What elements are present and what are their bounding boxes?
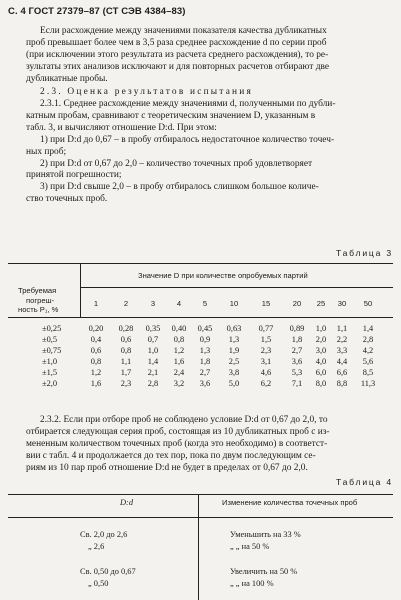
table3-group-rule (80, 287, 393, 288)
table3-cell: 0,40 (171, 324, 187, 333)
table3-cell: 3,3 (336, 345, 348, 355)
text-line: (при исключении этого результата из расчета среднего расхождения), то ре- (26, 49, 329, 60)
text-line: Если расхождение между значениями показателя качества дубликатных (40, 26, 327, 36)
table3-stub-divider (80, 263, 81, 317)
table3-cell: 1,1 (336, 324, 348, 333)
table3-cell: 7,1 (291, 378, 303, 388)
table3-cell: 8,8 (336, 378, 348, 388)
table3-cell: 3,2 (173, 378, 185, 388)
paragraph-2-3-2 (26, 415, 393, 475)
table3-stub-cell: ±1,0 (42, 356, 58, 366)
table3-cell: 4,0 (315, 356, 327, 366)
table3-cell: 0,77 (258, 324, 274, 333)
paragraph-2-3-1 (26, 99, 393, 206)
list-item-1-cont: ных проб; (26, 146, 67, 157)
table3-cell: 1,6 (90, 378, 102, 388)
list-item-3: 3) при D:d свыше 2,0 – в пробу отбиралось слишком большое количе- (40, 182, 319, 193)
table3-cell: 6,2 (260, 378, 272, 388)
table4-cell-b: Уменьшить на 33 % (230, 530, 301, 539)
page-header: С. 4 ГОСТ 27379–87 (СТ СЭВ 4384–83) (8, 6, 186, 17)
table3-column-header: 25 (316, 299, 326, 308)
table3-cell: 2,7 (199, 367, 211, 377)
table3-cell: 8,5 (362, 367, 374, 377)
table3-cell: 1,0 (315, 324, 327, 333)
table3-cell: 3,6 (199, 378, 211, 388)
table3-cell: 0,8 (120, 345, 132, 355)
table3-cell: 3,0 (315, 345, 327, 355)
text-line: мененным количеством точечных проб (когда это необходимо) в соответст- (26, 438, 328, 449)
table3-cell: 2,2 (336, 334, 348, 344)
table3-cell: 1,7 (120, 367, 132, 377)
table3-cell: 1,2 (90, 367, 102, 377)
list-item-1: 1) при D:d до 0,67 – в пробу отбиралось недостаточное количество точеч- (40, 134, 335, 145)
table3-cell: 1,0 (147, 345, 159, 355)
table3-cell: 0,6 (90, 345, 102, 355)
text-line: зультаты этих анализов исключают и для повторных расчетов отбирают две (26, 61, 329, 72)
table4-cell-a: „ 2,6 (88, 542, 105, 551)
table3-column-header: 30 (337, 299, 347, 308)
table3-stub-header (18, 286, 58, 315)
table3-column-header: 5 (202, 299, 208, 308)
table3-cell: 1,3 (228, 334, 240, 344)
stub-header-line: ность P₁, % (18, 305, 59, 314)
table3-stub-cell: ±0,5 (42, 334, 58, 344)
table3-cell: 0,8 (90, 356, 102, 366)
table3-cell: 4,4 (336, 356, 348, 366)
text-line: катным пробам, сравнивают с теоретическим значением D, указанным в (26, 110, 316, 121)
stub-header-line: Требуемая (18, 286, 57, 295)
table4-col1-header: D:d (120, 498, 134, 507)
table3-cell: 0,45 (197, 324, 213, 333)
table4-header-rule (8, 517, 393, 518)
table3-cell: 6,6 (336, 367, 348, 377)
table3-column-header: 15 (261, 299, 271, 308)
table3-cell: 1,8 (199, 356, 211, 366)
table3-cell: 1,1 (120, 356, 132, 366)
table3-cell: 1,4 (147, 356, 159, 366)
section-title: 2.3. Оценка результатов испытания (40, 87, 254, 97)
table3-column-header: 1 (93, 299, 99, 308)
table4-caption: Таблица 4 (335, 477, 393, 487)
table3-cell: 0,89 (289, 324, 305, 333)
table3-stub-cell: ±1,5 (42, 367, 58, 377)
table3-cell: 0,20 (88, 324, 104, 333)
table3-cell: 6,0 (315, 367, 327, 377)
table3-cell: 0,6 (120, 334, 132, 344)
text-line: 2.3.1. Среднее расхождение между значениями d, полученными по дубли- (40, 99, 336, 109)
table3-cell: 0,63 (226, 324, 242, 333)
table3-cell: 11,3 (360, 378, 376, 388)
table3-cell: 2,3 (120, 378, 132, 388)
table3-cell: 0,4 (90, 334, 102, 344)
table4-cell-b: „ „ на 100 % (230, 579, 274, 588)
table3-column-header: 2 (123, 299, 129, 308)
table4-col-divider (198, 494, 199, 600)
table4-cell-a: Св. 0,50 до 0,67 (80, 567, 136, 576)
table3-cell: 1,4 (362, 324, 374, 333)
table3-cell: 2,5 (228, 356, 240, 366)
list-item-3-cont: ство точечных проб. (26, 194, 108, 205)
table4-cell-a: „ 0,50 (88, 579, 109, 588)
intro-paragraph (26, 26, 393, 86)
table3-header-rule (8, 317, 393, 318)
table4-cell-a: Св. 2,0 до 2,6 (80, 530, 128, 539)
table3-column-header: 50 (363, 299, 373, 308)
table3-cell: 3,1 (260, 356, 272, 366)
table3-cell: 2,1 (147, 367, 159, 377)
list-item-2: 2) при D:d от 0,67 до 2,0 – количество точечных проб удовлетворяет (40, 158, 313, 169)
text-line: табл. 3, и вычисляют отношение D:d. При этом: (26, 122, 217, 133)
table3-stub-cell: ±0,25 (42, 324, 62, 333)
table3-column-header: 4 (176, 299, 182, 308)
table3-column-header: 20 (292, 299, 302, 308)
section-heading (26, 87, 393, 99)
table3-cell: 0,7 (147, 334, 159, 344)
table3-column-header: 3 (150, 299, 156, 308)
table3-cell: 1,9 (228, 345, 240, 355)
table3-cell: 2,0 (315, 334, 327, 344)
text-line: 2.3.2. Если при отборе проб не соблюдено условие D:d от 0,67 до 2,0, то (40, 415, 328, 425)
table3-caption: Таблица 3 (335, 248, 393, 258)
table3-cell: 2,4 (173, 367, 185, 377)
table3-cell: 1,6 (173, 356, 185, 366)
stub-header-line: погреш- (26, 295, 55, 305)
table4-cell-b: Увеличить на 50 % (230, 567, 298, 576)
table3-cell: 1,2 (173, 345, 185, 355)
table3-cell: 5,3 (291, 367, 303, 377)
table3-stub-cell: ±0,75 (42, 345, 62, 355)
text-line: отбирается следующая серия проб, состоящая из 10 дубликатных проб с из- (26, 426, 330, 437)
table3-cell: 0,9 (199, 334, 211, 344)
text-line: риям из 10 пар проб отношение D:d не будет в пределах от 0,67 до 2,0. (26, 462, 308, 473)
table3-column-header: 10 (229, 299, 239, 308)
table3-cell: 8,0 (315, 378, 327, 388)
table3-cell: 4,6 (260, 367, 272, 377)
text-line: дубликатные пробы. (26, 73, 108, 84)
table3-group-header: Значение D при количестве опробуемых партий (138, 271, 308, 280)
table3-cell: 5,0 (228, 378, 240, 388)
table3-top-rule (8, 263, 393, 264)
table3-cell: 4,2 (362, 345, 374, 355)
text-line: проб превышает более чем в 3,5 раза среднее расхождение d по серии проб (26, 37, 327, 48)
table3-cell: 0,35 (145, 324, 161, 333)
table3-stub-cell: ±2,0 (42, 378, 58, 388)
table4-cell-b: „ „ на 50 % (230, 542, 270, 551)
list-item-2-cont: принятой погрешности; (26, 170, 122, 181)
table3-cell: 5,6 (362, 356, 374, 366)
table3-cell: 2,8 (362, 334, 374, 344)
table4-col2-header: Изменение количества точечных проб (222, 498, 358, 507)
text-line: вии с табл. 4 и продолжается до тех пор, пока по двум последующим се- (26, 450, 316, 461)
table3-cell: 2,3 (260, 345, 272, 355)
table3-cell: 1,3 (199, 345, 211, 355)
table3-cell: 1,8 (291, 334, 303, 344)
table3-cell: 3,6 (291, 356, 303, 366)
table4-top-rule (8, 494, 393, 495)
table3-cell: 0,8 (173, 334, 185, 344)
table3-cell: 1,5 (260, 334, 272, 344)
table3-cell: 2,8 (147, 378, 159, 388)
table3-cell: 0,28 (118, 324, 134, 333)
table3-cell: 2,7 (291, 345, 303, 355)
table3-cell: 3,8 (228, 367, 240, 377)
